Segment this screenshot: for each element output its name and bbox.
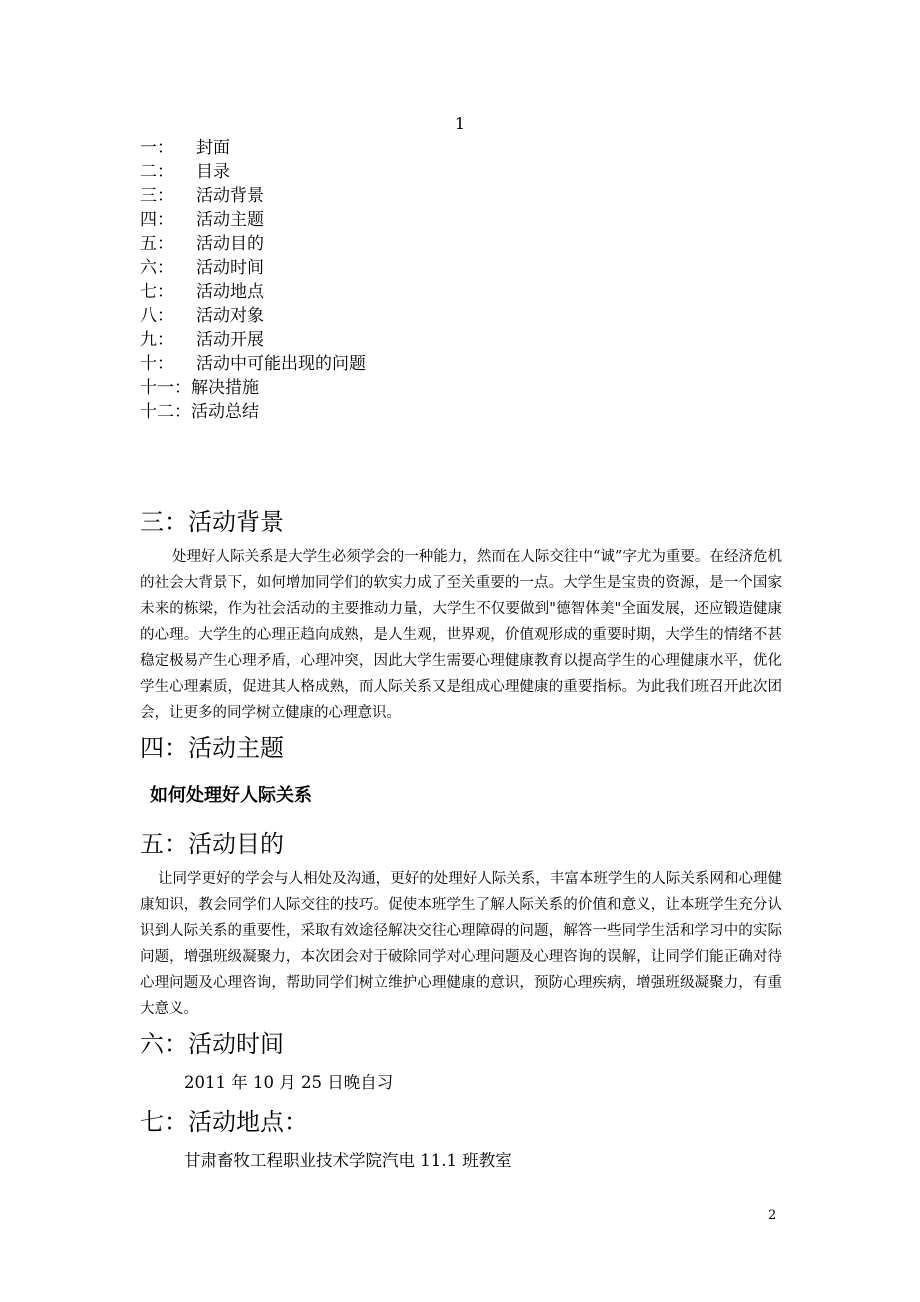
toc-item	[140, 232, 366, 256]
toc-item-label: 目录	[196, 162, 230, 182]
toc-item-number: 四：	[140, 210, 174, 230]
activity-time: 2011 年 10 月 25 日晚自习	[184, 1073, 394, 1092]
toc-item-label: 活动总结	[191, 402, 259, 422]
toc-item	[140, 304, 366, 328]
theme-title: 如何处理好人际关系	[150, 785, 312, 806]
toc-item	[140, 256, 366, 280]
section-heading-background: 三：活动背景	[140, 508, 284, 536]
section-text-background: 处理好人际关系是大学生必须学会的一种能力，然而在人际交往中“诚”字尤为重要。在经济危机的社会大背景下，如何增加同学们的软实力成了至关重要的一点。大学生是宝贵的资源，是一个国家未来的栋梁，作为社会活动的主要推动力量，大学生不仅要做到"德智体美"全面发展，还应锻造健康的心理。大学生的心理正趋向成熟，是人生观，世界观，价值观形成的重要时期，大学生的情绪不甚稳定极易产生心理矛盾，心理冲突，因此大学生需要心理健康教育以提高学生的心理健康水平，优化学生心理素质，促进其人格成熟，而人际关系又是组成心理健康的重要指标。为此我们班召开此次团会，让更多的同学树立健康的心理意识。	[140, 549, 782, 721]
toc-item-number: 五：	[140, 234, 174, 254]
toc-item-number: 三：	[140, 186, 174, 206]
section-text-purpose: 让同学更好的学会与人相处及沟通，更好的处理好人际关系，丰富本班学生的人际关系网和心理健康知识，教会同学们人际交往的技巧。促使本班学生了解人际关系的价值和意义，让本班学生充分认识到人际关系的重要性，采取有效途径解决交往心理障碍的问题，解答一些同学生活和学习中的实际问题，增强班级凝聚力，本次团会对于破除同学对心理问题及心理咨询的误解，让同学们能正确对待心理问题及心理咨询，帮助同学们树立维护心理健康的意识，预防心理疾病，增强班级凝聚力，有重大意义。	[140, 871, 782, 1017]
toc-item	[140, 352, 366, 376]
toc-item	[140, 376, 366, 400]
section-heading-purpose: 五：活动目的	[140, 830, 284, 858]
table-of-contents	[140, 136, 366, 424]
toc-item-label: 封面	[196, 138, 230, 158]
toc-item	[140, 328, 366, 352]
toc-item-label: 活动时间	[196, 258, 264, 278]
toc-item-number: 六：	[140, 258, 174, 278]
toc-item-label: 活动主题	[196, 210, 264, 230]
activity-location: 甘肃畜牧工程职业技术学院汽电 11.1 班教室	[184, 1151, 512, 1170]
toc-item-number: 一：	[140, 138, 174, 158]
toc-item-number: 十二：	[140, 402, 191, 422]
section-heading-location: 七：活动地点：	[140, 1108, 308, 1136]
section-heading-time: 六：活动时间	[140, 1030, 284, 1058]
toc-item-label: 活动地点	[196, 282, 264, 302]
toc-item-label: 活动开展	[196, 330, 264, 350]
page-number-bottom: 2	[768, 1208, 777, 1223]
toc-item	[140, 136, 366, 160]
toc-item-number: 十一：	[140, 378, 191, 398]
toc-item-label: 解决措施	[191, 378, 259, 398]
toc-item	[140, 184, 366, 208]
toc-item-label: 活动目的	[196, 234, 264, 254]
toc-item-number: 九：	[140, 330, 174, 350]
document-body	[140, 500, 782, 1178]
toc-item-label: 活动对象	[196, 306, 264, 326]
toc-item	[140, 400, 366, 424]
toc-item-label: 活动中可能出现的问题	[196, 354, 366, 374]
toc-item-number: 七：	[140, 282, 174, 302]
section-heading-theme: 四：活动主题	[140, 734, 284, 762]
page-number-top: 1	[454, 114, 466, 133]
toc-item	[140, 160, 366, 184]
toc-item-number: 八：	[140, 306, 174, 326]
toc-item	[140, 208, 366, 232]
toc-item-number: 十：	[140, 354, 174, 374]
toc-item-label: 活动背景	[196, 186, 264, 206]
toc-item	[140, 280, 366, 304]
toc-item-number: 二：	[140, 162, 174, 182]
